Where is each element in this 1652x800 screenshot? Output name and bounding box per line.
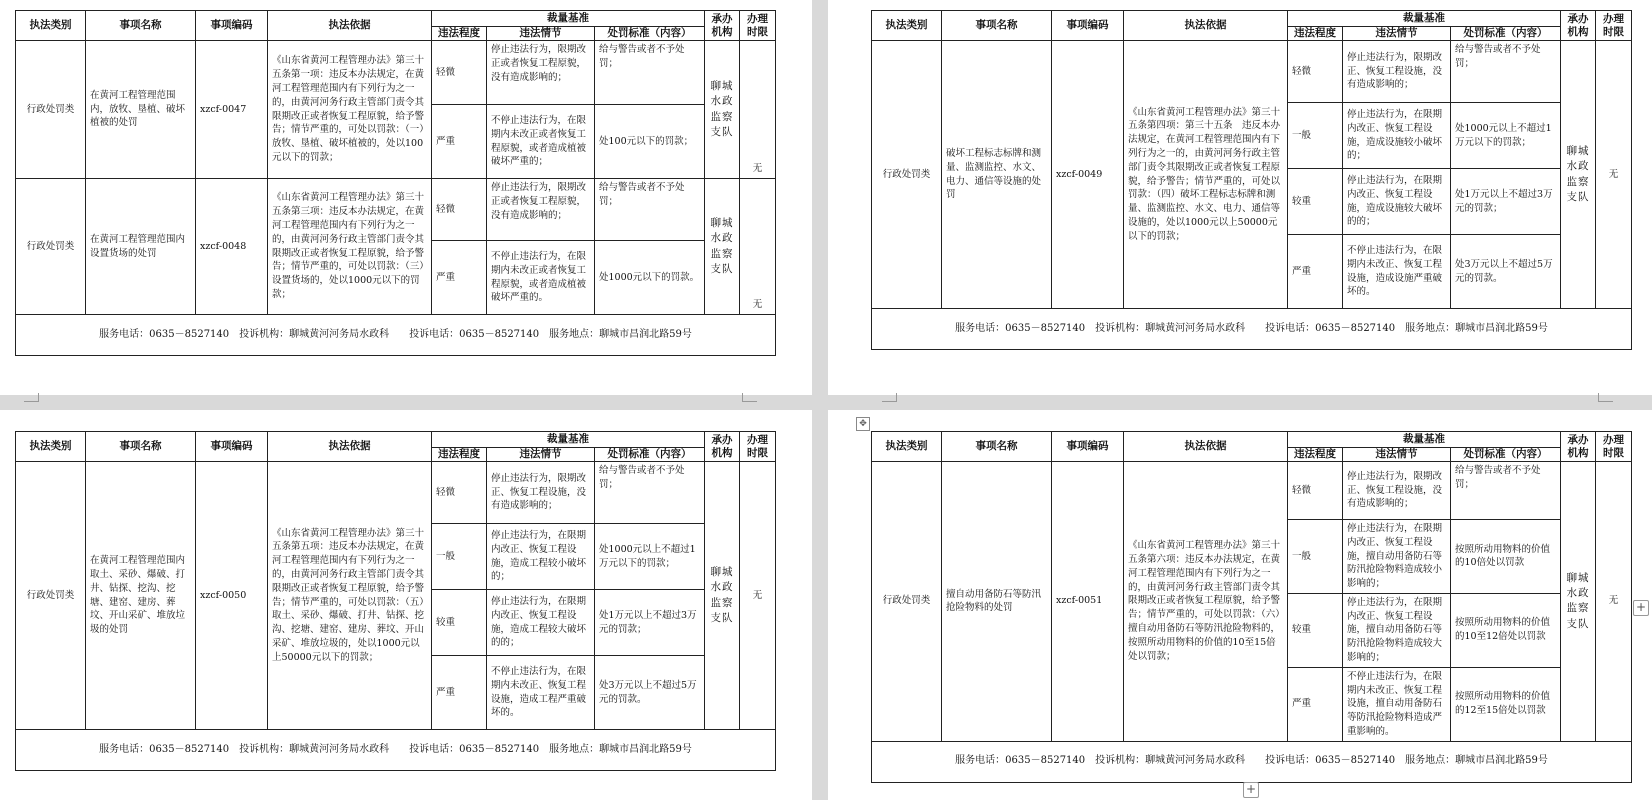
circumstance-cell: 不停止违法行为，在限期内未改正、恢复工程设施，擅自动用备防石等防汛抢险物料造成严重影响的。 [1343, 667, 1451, 741]
circumstance-cell: 停止违法行为，限期改正或者恢复工程原貌，没有造成影响的； [487, 179, 595, 241]
degree-cell: 一般 [432, 524, 487, 590]
header-benchmark: 裁量基准 [1288, 432, 1561, 448]
add-row-button[interactable]: + [1243, 782, 1259, 798]
organ-cell: 聊城水政监察支队 [705, 462, 740, 730]
header-organ: 承办机构 [1561, 432, 1596, 462]
header-circumstance: 违法情节 [1343, 448, 1451, 462]
standard-cell: 给与警告或者不予处罚； [595, 41, 705, 105]
degree-cell: 轻微 [1288, 41, 1343, 103]
degree-cell: 严重 [1288, 235, 1343, 309]
add-column-button[interactable]: + [1633, 600, 1649, 616]
time-limit-cell: 无 [740, 179, 776, 315]
basis-cell: 《山东省黄河工程管理办法》第三十五条第四项：第三十五条 违反本办法规定，在黄河工程管理范围内有下列行为之一的，由黄河河务行政主管部门责令其限期改正或者恢复工程原貌，给予警告；情节严重的，可处以罚款：（四）破坏工程标志标牌和测量、监测监控、水文、电力、通信等设施的，处以1000元以上50000元以下的罚款； [1124, 41, 1288, 309]
time-limit-cell: 无 [1596, 41, 1632, 309]
service-footer: 服务电话：0635－8527140 投诉机构：聊城黄河河务局水政科 投诉电话：0635－8527140 服务地点：聊城市昌润北路59号 [872, 741, 1632, 782]
circumstance-cell: 不停止违法行为，在限期内未改正或者恢复工程原貌，或者造成植被破坏严重的； [487, 105, 595, 179]
header-degree: 违法程度 [1288, 27, 1343, 41]
header-organ: 承办机构 [705, 432, 740, 462]
category-cell: 行政处罚类 [16, 179, 86, 315]
header-degree: 违法程度 [432, 27, 487, 41]
header-standard: 处罚标准（内容） [595, 27, 705, 41]
header-category: 执法类别 [16, 432, 86, 462]
margin-mark [882, 393, 897, 402]
standard-cell: 处3万元以上不超过5万元的罚款。 [1451, 235, 1561, 309]
standard-cell: 处1000元以下的罚款。 [595, 241, 705, 315]
header-item-name: 事项名称 [942, 11, 1052, 41]
circumstance-cell: 停止违法行为，在限期内改正、恢复工程设施，造成工程较小破坏的； [487, 524, 595, 590]
standard-cell: 处1000元以上不超过1万元以下的罚款； [595, 524, 705, 590]
time-limit-cell: 无 [740, 41, 776, 179]
standard-cell: 按照所动用物料的价值的10倍处以罚款 [1451, 520, 1561, 594]
header-category: 执法类别 [16, 11, 86, 41]
circumstance-cell: 不停止违法行为，在限期内未改正、恢复工程设施，造成工程严重破坏的。 [487, 656, 595, 730]
header-item-name: 事项名称 [942, 432, 1052, 462]
degree-cell: 严重 [432, 656, 487, 730]
standard-cell: 处3万元以上不超过5万元的罚款。 [595, 656, 705, 730]
header-category: 执法类别 [872, 432, 942, 462]
service-footer: 服务电话：0635－8527140 投诉机构：聊城黄河河务局水政科 投诉电话：0635－8527140 服务地点：聊城市昌润北路59号 [872, 309, 1632, 350]
header-item-name: 事项名称 [86, 11, 196, 41]
degree-cell: 较重 [1288, 169, 1343, 235]
circumstance-cell: 停止违法行为，在限期内改正、恢复工程设施，造成工程较大破坏的的； [487, 590, 595, 656]
service-footer: 服务电话：0635－8527140 投诉机构：聊城黄河河务局水政科 投诉电话：0635－8527140 服务地点：聊城市昌润北路59号 [16, 315, 776, 356]
margin-mark [742, 393, 757, 402]
item-code-cell: xzcf-0047 [196, 41, 268, 179]
header-time-limit: 办理时限 [1596, 432, 1632, 462]
header-time-limit: 办理时限 [740, 432, 776, 462]
circumstance-cell: 停止违法行为，限期改正、恢复工程设施，没有造成影响的； [1343, 41, 1451, 103]
margin-mark [1598, 393, 1613, 402]
category-cell: 行政处罚类 [872, 41, 942, 309]
header-time-limit: 办理时限 [1596, 11, 1632, 41]
header-item-code: 事项编码 [1052, 432, 1124, 462]
table-move-handle-icon[interactable]: ✥ [856, 417, 870, 431]
item-code-cell: xzcf-0050 [196, 462, 268, 730]
header-item-code: 事项编码 [196, 11, 268, 41]
header-time-limit: 办理时限 [740, 11, 776, 41]
standard-cell: 处100元以下的罚款； [595, 105, 705, 179]
circumstance-cell: 停止违法行为，在限期内改正、恢复工程设施，造成设施较小破坏的； [1343, 103, 1451, 169]
standard-cell: 给与警告或者不予处罚； [595, 462, 705, 524]
standard-cell: 给与警告或者不予处罚； [595, 179, 705, 241]
basis-cell: 《山东省黄河工程管理办法》第三十五条第三项：违反本办法规定，在黄河工程管理范围内有下列行为之一的，由黄河河务行政主管部门责令其限期改正或者恢复工程原貌，给予警告；情节严重的，可处以罚款：（三）设置货场的，处以1000元以下的罚款； [268, 179, 432, 315]
degree-cell: 严重 [432, 241, 487, 315]
basis-cell: 《山东省黄河工程管理办法》第三十五条第五项：违反本办法规定，在黄河工程管理范围内有下列行为之一的，由黄河河务行政主管部门责令其限期改正或者恢复工程原貌，给予警告；情节严重的，可处以罚款：（五）取土、采砂、爆破、打井、钻探、挖沟、挖塘、建窑、建房、葬坟、开山采矿、堆放垃圾的，处以1000元以上50000元以下的罚款； [268, 462, 432, 730]
degree-cell: 严重 [1288, 667, 1343, 741]
basis-cell: 《山东省黄河工程管理办法》第三十五条第一项：违反本办法规定，在黄河工程管理范围内有下列行为之一的，由黄河河务行政主管部门责令其限期改正或者恢复工程原貌，给予警告；情节严重的，可处以罚款：（一）放牧、垦植、破坏植被的，处以100元以下的罚款； [268, 41, 432, 179]
header-basis: 执法依据 [1124, 11, 1288, 41]
category-cell: 行政处罚类 [16, 462, 86, 730]
header-circumstance: 违法情节 [487, 448, 595, 462]
organ-cell: 聊城水政监察支队 [1561, 41, 1596, 309]
item-name-cell: 在黄河工程管理范围内设置货场的处罚 [86, 179, 196, 315]
organ-cell: 聊城水政监察支队 [1561, 462, 1596, 742]
item-code-cell: xzcf-0048 [196, 179, 268, 315]
enforcement-table-p4 [871, 431, 1632, 783]
degree-cell: 轻微 [432, 179, 487, 241]
circumstance-cell: 不停止违法行为，在限期内未改正、恢复工程设施，造成设施严重破坏的。 [1343, 235, 1451, 309]
time-limit-cell: 无 [740, 462, 776, 730]
time-limit-cell: 无 [1596, 462, 1632, 742]
header-degree: 违法程度 [432, 448, 487, 462]
degree-cell: 严重 [432, 105, 487, 179]
header-category: 执法类别 [872, 11, 942, 41]
degree-cell: 轻微 [432, 41, 487, 105]
enforcement-table-p1 [15, 10, 776, 356]
header-benchmark: 裁量基准 [432, 432, 705, 448]
header-organ: 承办机构 [1561, 11, 1596, 41]
header-degree: 违法程度 [1288, 448, 1343, 462]
header-organ: 承办机构 [705, 11, 740, 41]
degree-cell: 较重 [1288, 593, 1343, 667]
header-basis: 执法依据 [268, 432, 432, 462]
basis-cell: 《山东省黄河工程管理办法》第三十五条第六项：违反本办法规定，在黄河工程管理范围内有下列行为之一的，由黄河河务行政主管部门责令其限期改正或者恢复工程原貌，给予警告；情节严重的，可处以罚款：（六）擅自动用备防石等防汛抢险物料的，按照所动用物料的价值的10至15倍处以罚款； [1124, 462, 1288, 742]
header-item-code: 事项编码 [1052, 11, 1124, 41]
circumstance-cell: 停止违法行为，限期改正、恢复工程设施，没有造成影响的； [487, 462, 595, 524]
item-name-cell: 破坏工程标志标牌和测量、监测监控、水文、电力、通信等设施的处罚 [942, 41, 1052, 309]
standard-cell: 按照所动用物料的价值的12至15倍处以罚款 [1451, 667, 1561, 741]
header-benchmark: 裁量基准 [432, 11, 705, 27]
circumstance-cell: 停止违法行为，在限期内改正、恢复工程设施，擅自动用备防石等防汛抢险物料造成较大影响的； [1343, 593, 1451, 667]
standard-cell: 按照所动用物料的价值的10至12倍处以罚款 [1451, 593, 1561, 667]
circumstance-cell: 不停止违法行为，在限期内未改正或者恢复工程原貌，或者造成植被破坏严重的。 [487, 241, 595, 315]
degree-cell: 一般 [1288, 103, 1343, 169]
header-benchmark: 裁量基准 [1288, 11, 1561, 27]
category-cell: 行政处罚类 [16, 41, 86, 179]
enforcement-table-p3 [15, 431, 776, 771]
header-standard: 处罚标准（内容） [595, 448, 705, 462]
standard-cell: 给与警告或者不予处罚； [1451, 462, 1561, 520]
margin-mark [24, 393, 39, 402]
item-code-cell: xzcf-0049 [1052, 41, 1124, 309]
degree-cell: 轻微 [432, 462, 487, 524]
item-name-cell: 在黄河工程管理范围内，放牧、垦植、破坏植被的处罚 [86, 41, 196, 179]
organ-cell: 聊城水政监察支队 [705, 41, 740, 179]
standard-cell: 处1万元以上不超过3万元的罚款； [595, 590, 705, 656]
header-circumstance: 违法情节 [1343, 27, 1451, 41]
circumstance-cell: 停止违法行为，限期改正或者恢复工程原貌，没有造成影响的； [487, 41, 595, 105]
standard-cell: 处1万元以上不超过3万元的罚款； [1451, 169, 1561, 235]
header-item-code: 事项编码 [196, 432, 268, 462]
circumstance-cell: 停止违法行为，限期改正、恢复工程设施，没有造成影响的； [1343, 462, 1451, 520]
header-basis: 执法依据 [268, 11, 432, 41]
degree-cell: 一般 [1288, 520, 1343, 594]
header-standard: 处罚标准（内容） [1451, 448, 1561, 462]
item-code-cell: xzcf-0051 [1052, 462, 1124, 742]
item-name-cell: 在黄河工程管理范围内取土、采砂、爆破、打井、钻探、挖沟、挖塘、建窑、建房、葬坟、开山采矿、堆放垃圾的处罚 [86, 462, 196, 730]
header-standard: 处罚标准（内容） [1451, 27, 1561, 41]
header-basis: 执法依据 [1124, 432, 1288, 462]
standard-cell: 给与警告或者不予处罚； [1451, 41, 1561, 103]
service-footer: 服务电话：0635－8527140 投诉机构：聊城黄河河务局水政科 投诉电话：0635－8527140 服务地点：聊城市昌润北路59号 [16, 730, 776, 771]
enforcement-table-p2 [871, 10, 1632, 350]
category-cell: 行政处罚类 [872, 462, 942, 742]
header-circumstance: 违法情节 [487, 27, 595, 41]
organ-cell: 聊城水政监察支队 [705, 179, 740, 315]
standard-cell: 处1000元以上不超过1万元以下的罚款； [1451, 103, 1561, 169]
item-name-cell: 擅自动用备防石等防汛抢险物料的处罚 [942, 462, 1052, 742]
circumstance-cell: 停止违法行为，在限期内改正、恢复工程设施，造成设施较大破坏的的； [1343, 169, 1451, 235]
degree-cell: 较重 [432, 590, 487, 656]
circumstance-cell: 停止违法行为，在限期内改正、恢复工程设施，擅自动用备防石等防汛抢险物料造成较小影响的； [1343, 520, 1451, 594]
degree-cell: 轻微 [1288, 462, 1343, 520]
header-item-name: 事项名称 [86, 432, 196, 462]
